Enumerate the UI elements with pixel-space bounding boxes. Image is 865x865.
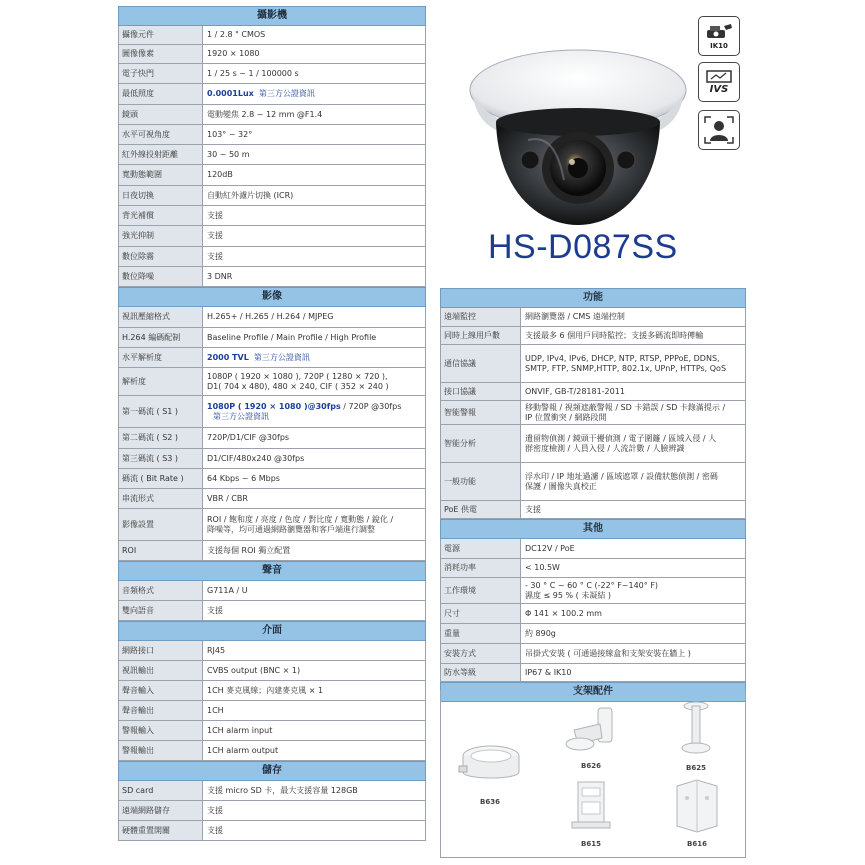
spec-value-line: 103° ~ 32° [207,129,253,139]
spec-row [118,328,426,348]
spec-label: 鏡頭 [119,105,203,124]
spec-row [118,105,426,125]
spec-value [203,307,425,327]
spec-label: 消耗功率 [441,559,521,577]
spec-value [203,84,425,104]
spec-value [203,428,425,448]
spec-label: 數位降噪 [119,267,203,286]
spec-row [118,661,426,681]
spec-label: 雙向語音 [119,601,203,620]
spec-row [440,624,746,644]
spec-row [440,501,746,519]
spec-value [203,145,425,164]
spec-row [118,541,426,561]
section-header: 聲音 [118,561,426,581]
spec-value-line: H.265+ / H.265 / H.264 / MJPEG [207,312,334,321]
spec-label: PoE 供電 [441,501,521,518]
spec-value-line: 1 / 2.8 " CMOS [207,30,266,39]
spec-value-line: 支援 [207,231,223,240]
spec-label: 工作環境 [441,578,521,603]
pole-mount-icon [568,778,614,834]
spec-label: 水平解析度 [119,348,203,367]
spec-label: 視訊壓縮格式 [119,307,203,327]
spec-label: 安裝方式 [441,644,521,663]
spec-label: 背光補償 [119,206,203,225]
spec-label: 硬體重置開關 [119,821,203,840]
spec-value-line: 1 / 25 s ~ 1 / 100000 s [207,68,299,78]
spec-row [118,206,426,226]
accessory-b616 [669,778,725,848]
spec-value [203,449,425,468]
spec-value-line: UDP, IPv4, IPv6, DHCP, NTP, RTSP, PPPoE, DDNS, [525,353,720,363]
spec-value-line: RJ45 [207,645,226,655]
spec-row [440,425,746,463]
spec-row [118,125,426,145]
spec-value-line: 3 DNR [207,271,233,281]
third-party-note: 第三方公證資訊 [258,89,315,98]
spec-value-line: D1/CIF/480x240 @30fps [207,453,305,463]
section-header: 支架配件 [440,682,746,702]
spec-value [203,681,425,700]
spec-value-line [207,89,421,99]
accessory-label: B625 [686,764,706,772]
spec-value-line: 支援 micro SD 卡，最大支援容量 128GB [207,785,358,795]
section-header: 影像 [118,287,426,307]
spec-value-line: VBR / CBR [207,493,248,503]
spec-row [118,781,426,801]
spec-value [521,345,745,382]
spec-row [118,721,426,741]
spec-row [118,681,426,701]
spec-row [440,463,746,501]
spec-value-line: 電動變焦 2.8 ~ 12 mm @F1.4 [207,109,323,119]
accessory-label: B615 [581,840,601,848]
spec-value-line: 網路瀏覽器 / CMS 遠端控制 [525,312,625,321]
spec-value [521,578,745,603]
spec-row [118,489,426,509]
section-header: 功能 [440,288,746,308]
spec-row [118,165,426,186]
section-header: 儲存 [118,761,426,781]
spec-value-line: 降噪等，均可通過網路瀏覽器和客戶端進行調整 [207,524,375,534]
accessory-label: B636 [480,798,500,806]
model-name: HS-D087SS [488,228,678,266]
spec-row [118,84,426,105]
spec-value [203,206,425,225]
spec-row [440,345,746,383]
spec-value [203,105,425,124]
spec-row [440,401,746,425]
spec-row [440,644,746,664]
spec-row [118,45,426,64]
third-party-note: 第三方公證資訊 [213,411,269,421]
spec-label: 寬動態範圍 [119,165,203,185]
spec-value-highlight: 0.0001Lux [207,89,254,98]
spec-value [203,701,425,720]
spec-value-line: 64 Kbps ~ 6 Mbps [207,473,280,483]
spec-label: 音頻格式 [119,581,203,600]
spec-row [118,26,426,45]
spec-label: 強光抑制 [119,226,203,246]
spec-label: 同時上線用戶數 [441,327,521,344]
spec-value-line: < 10.5W [525,563,560,572]
accessory-b626 [561,704,621,770]
spec-value [203,489,425,508]
spec-value [521,383,745,400]
spec-row [440,308,746,327]
spec-row [118,247,426,267]
spec-label: 聲音輸入 [119,681,203,700]
spec-value-line: 支援 [207,210,223,220]
spec-value-line: 支援 [207,251,223,261]
spec-value-line [207,402,421,412]
left-spec-table [118,6,426,841]
spec-label: 紅外線投射距離 [119,145,203,164]
spec-label: 第二碼流 ( S2 ) [119,428,203,448]
spec-value [203,641,425,660]
section-header: 其他 [440,519,746,539]
ik10-caption: IK10 [710,42,728,50]
spec-label: 尺寸 [441,604,521,623]
spec-label: 串流形式 [119,489,203,508]
spec-label: H.264 編碼配制 [119,328,203,347]
spec-label: 圖像像素 [119,45,203,63]
spec-value [203,721,425,740]
spec-value [203,396,425,427]
spec-value-line: Baseline Profile / Main Profile / High Profile [207,332,377,342]
spec-value-line: 1920 × 1080 [207,49,260,58]
spec-value [203,601,425,620]
spec-label: 視訊輸出 [119,661,203,680]
spec-row [118,469,426,489]
spec-value [203,328,425,347]
spec-value-line: 1CH 麥克風線；內建麥克風 × 1 [207,685,324,695]
spec-value [203,226,425,246]
spec-value [521,539,745,558]
spec-value-highlight: 2000 TVL [207,352,249,362]
spec-label: 日夜切換 [119,186,203,205]
accessory-b625 [671,700,721,772]
spec-value-line: G711A / U [207,585,248,595]
spec-value-line: IP 位置衝突 / 網路段開 [525,412,607,422]
spec-row [440,539,746,559]
spec-label: 電源 [441,539,521,558]
spec-value-line: 1CH alarm input [207,725,273,735]
spec-row [440,664,746,682]
spec-value [203,581,425,600]
spec-value-line: 保護 / 圖像失真校正 [525,481,597,491]
spec-value-line [207,353,421,363]
spec-label: 第一碼流 ( S1 ) [119,396,203,427]
spec-value [203,125,425,144]
spec-value-line: 1CH [207,705,224,715]
spec-value [203,186,425,205]
accessory-label: B616 [687,840,707,848]
spec-row [440,604,746,624]
spec-value-line: 1CH alarm output [207,745,279,755]
spec-label: 電子快門 [119,64,203,83]
spec-label: 警報輸出 [119,741,203,760]
spec-value [521,559,745,577]
spec-value [203,509,425,540]
spec-value-line: CVBS output (BNC × 1) [207,665,301,675]
spec-row [118,741,426,761]
spec-value-line: Φ 141 × 100.2 mm [525,608,602,618]
spec-value-line: 吊掛式安裝 ( 可通過接線盒和支架安裝在牆上 ) [525,648,691,658]
spec-row [118,641,426,661]
spec-value-line: 支援 [207,825,223,835]
face-recognition-icon [698,110,740,150]
spec-label: 智能警報 [441,401,521,424]
spec-value-line: 支援 [525,504,541,514]
spec-value [203,45,425,63]
spec-row [118,267,426,287]
spec-row [118,64,426,84]
spec-value [203,26,425,44]
spec-label: 通信協議 [441,345,521,382]
spec-value-line: 30 ~ 50 m [207,149,250,159]
spec-value [203,469,425,488]
spec-value [203,781,425,800]
spec-value-line: - 30 ° C ~ 60 ° C (-22° F~140° F) [525,580,659,590]
wall-bracket-icon [564,704,618,756]
spec-value-line: 浮水印 / IP 地址過濾 / 區域遮罩 / 設備狀態偵測 / 密碼 [525,471,718,481]
spec-row [118,581,426,601]
section-header: 介面 [118,621,426,641]
accessory-b615 [561,778,621,848]
spec-row [118,701,426,721]
spec-row [118,801,426,821]
spec-value-line: 濕度 ≤ 95 % ( 未凝結 ) [525,590,611,600]
spec-row [440,559,746,578]
spec-value-line: 120dB [207,170,233,179]
spec-row [440,383,746,401]
spec-value-line: 移動警報 / 視頻遮蔽警報 / SD 卡錯誤 / SD 卡錄滿提示 / [525,402,726,412]
spec-label: ROI [119,541,203,560]
junction-box-icon [457,740,523,792]
spec-row [118,226,426,247]
spec-value-line: 自動紅外濾片切換 (ICR) [207,190,294,200]
ik10-hammer-icon [704,22,734,42]
spec-value [521,463,745,500]
spec-label: 一般功能 [441,463,521,500]
spec-label: SD card [119,781,203,800]
spec-value [203,267,425,286]
spec-value [203,368,425,395]
dome-camera-image [468,40,688,230]
spec-label: 智能分析 [441,425,521,462]
right-spec-table [440,288,746,702]
spec-value [521,624,745,643]
spec-value-line: 遺留物偵測 / 鏡頭干擾偵測 / 電子圍籬 / 區域入侵 / 人 [525,433,717,443]
spec-value-line: IP67 & IK10 [525,667,572,677]
spec-label: 遠端監控 [441,308,521,326]
spec-value-line: 1080P ( 1920 × 1080 ), 720P ( 1280 × 720 ), [207,371,388,381]
spec-row [118,428,426,449]
spec-value [521,327,745,344]
spec-value [521,604,745,623]
pendant-mount-icon [676,700,716,758]
spec-row [118,186,426,206]
spec-label: 接口協議 [441,383,521,400]
spec-value-line: SMTP, FTP, SNMP,HTTP, 802.1x, UPnP, HTTPs, QoS [525,363,727,373]
spec-label: 攝像元件 [119,26,203,44]
spec-value-line: ROI / 飽和度 / 亮度 / 色度 / 對比度 / 寬動態 / 銳化 / [207,514,394,524]
face-scan-icon [703,115,735,145]
spec-value [203,64,425,83]
spec-value [521,664,745,681]
spec-row [118,601,426,621]
spec-value [203,801,425,820]
spec-value [203,741,425,760]
spec-label: 遠端網路儲存 [119,801,203,820]
spec-label: 碼流 ( Bit Rate ) [119,469,203,488]
spec-label: 網路接口 [119,641,203,660]
accessory-label: B626 [581,762,601,770]
spec-value [521,644,745,663]
spec-row [118,821,426,841]
spec-label: 防水等級 [441,664,521,681]
spec-value-line: 支援每個 ROI 獨立配置 [207,545,291,555]
spec-row [118,348,426,368]
spec-label: 第三碼流 ( S3 ) [119,449,203,468]
spec-value [203,661,425,680]
spec-value [203,348,425,367]
ivs-caption: IVS [709,83,729,95]
spec-label: 警報輸入 [119,721,203,740]
monitor-icon [706,70,732,84]
spec-value [521,401,745,424]
spec-value-line: 支援 [207,605,223,615]
spec-row [118,368,426,396]
spec-label: 聲音輸出 [119,701,203,720]
spec-value-line: 支援最多 6 個用戶同時監控；支援多碼流即時傳輸 [525,330,704,340]
spec-value [203,247,425,266]
spec-value-line: DC12V / PoE [525,543,575,553]
accessory-b636 [455,740,525,806]
spec-value [521,425,745,462]
ik10-icon [698,16,740,56]
spec-label: 影像設置 [119,509,203,540]
corner-mount-icon [673,778,721,834]
spec-value-text: / 720P @30fps [340,401,402,411]
spec-value-line: 支援 [207,805,223,815]
ivs-icon [698,62,740,102]
spec-value-line: 群密度檢測 / 人員入侵 / 人流計數 / 人臉辨識 [525,443,685,453]
spec-row [440,578,746,604]
spec-value-line: 約 890g [525,628,556,638]
spec-row [440,327,746,345]
spec-value [203,541,425,560]
spec-value [521,308,745,326]
spec-row [118,396,426,428]
spec-value-highlight: 1080P ( 1920 × 1080 )@30fps [207,401,341,411]
spec-label: 數位除霧 [119,247,203,266]
spec-label: 重量 [441,624,521,643]
spec-row [118,449,426,469]
section-header: 攝影機 [118,6,426,26]
spec-value [203,165,425,185]
spec-value-line: 720P/D1/CIF @30fps [207,433,290,442]
spec-value [521,501,745,518]
spec-row [118,509,426,541]
spec-row [118,145,426,165]
spec-value [203,821,425,840]
third-party-note: 第三方公證資訊 [253,352,310,362]
spec-value-line: ONVIF, GB-T/28181-2011 [525,386,625,396]
spec-label: 解析度 [119,368,203,395]
spec-value-line: D1( 704 x 480), 480 × 240, CIF ( 352 × 240 ) [207,381,389,391]
spec-label: 最低照度 [119,84,203,104]
spec-label: 水平可視角度 [119,125,203,144]
accessories-panel [440,690,746,858]
spec-row [118,307,426,328]
